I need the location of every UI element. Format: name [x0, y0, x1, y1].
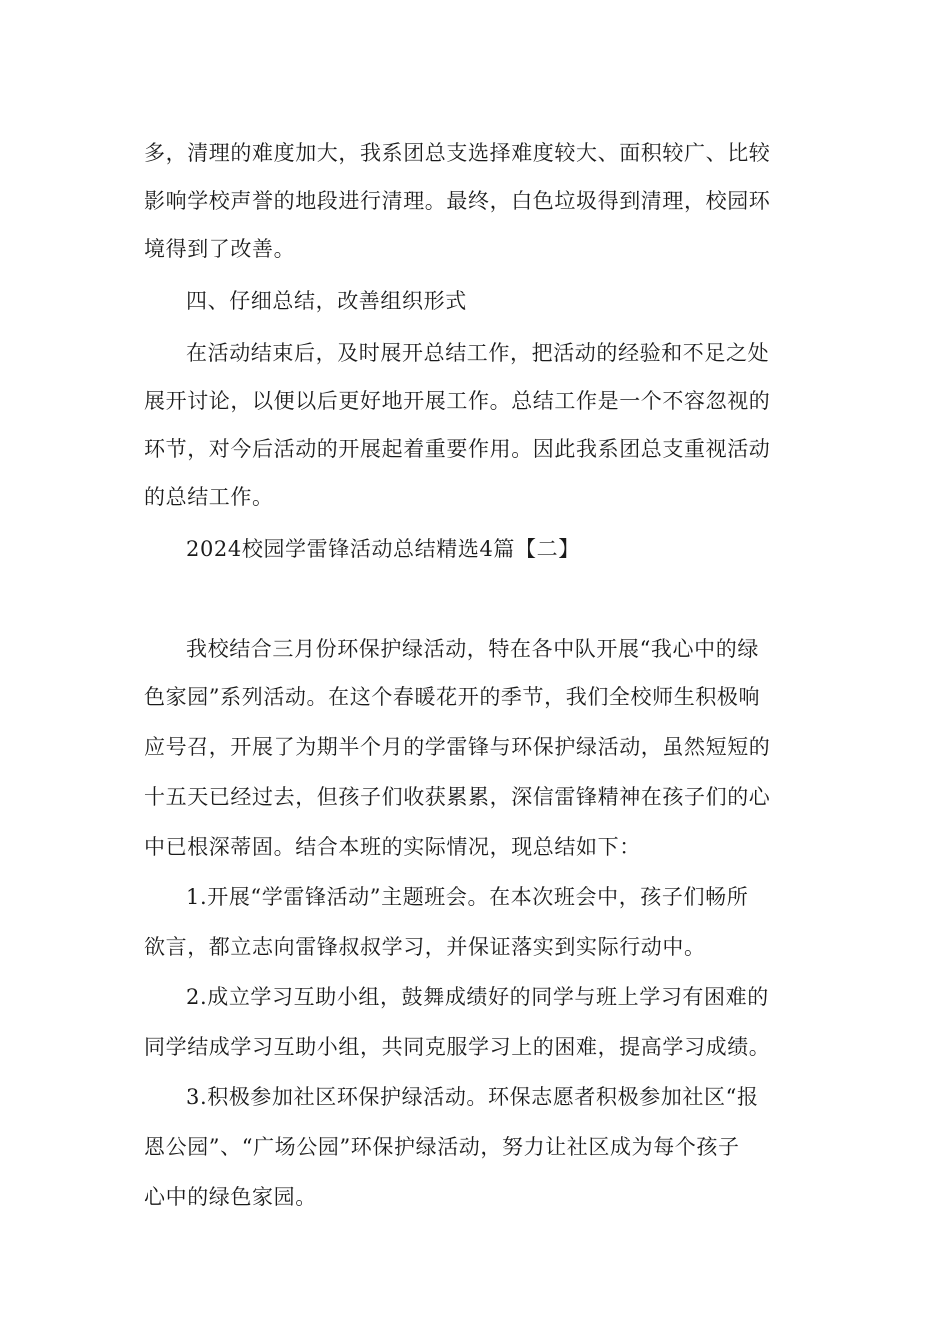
list-item: 3.积极参加社区环保护绿活动。环保志愿者积极参加社区“报: [186, 1085, 759, 1109]
list-item: 1.开展“学雷锋活动”主题班会。在本次班会中，孩子们畅所: [186, 885, 749, 909]
text-line: 同学结成学习互助小组，共同克服学习上的困难，提高学习成绩。: [144, 1035, 771, 1059]
section-heading: 四、仔细总结，改善组织形式: [186, 289, 467, 313]
text-line: 在活动结束后，及时展开总结工作，把活动的经验和不足之处: [186, 341, 770, 365]
article-title: 2024校园学雷锋活动总结精选4篇【二】: [186, 537, 580, 561]
text-line: 境得到了改善。: [144, 237, 296, 261]
text-line: 多，清理的难度加大，我系团总支选择难度较大、面积较广、比较: [144, 141, 771, 165]
text-line: 影响学校声誉的地段进行清理。最终，白色垃圾得到清理，校园环: [144, 189, 771, 213]
text-line: 应号召，开展了为期半个月的学雷锋与环保护绿活动，虽然短短的: [144, 735, 771, 759]
text-line: 中已根深蒂固。结合本班的实际情况，现总结如下：: [144, 835, 641, 859]
text-line: 心中的绿色家园。: [144, 1185, 317, 1209]
text-line: 我校结合三月份环保护绿活动，特在各中队开展“我心中的绿: [186, 637, 759, 661]
text-line: 展开讨论，以便以后更好地开展工作。总结工作是一个不容忽视的: [144, 389, 771, 413]
text-line: 十五天已经过去，但孩子们收获累累，深信雷锋精神在孩子们的心: [144, 785, 771, 809]
text-line: 色家园”系列活动。在这个春暖花开的季节，我们全校师生积极响: [144, 685, 761, 709]
text-line: 环节，对今后活动的开展起着重要作用。因此我系团总支重视活动: [144, 437, 771, 461]
text-line: 欲言，都立志向雷锋叔叔学习，并保证落实到实际行动中。: [144, 935, 706, 959]
list-item: 2.成立学习互助小组，鼓舞成绩好的同学与班上学习有困难的: [186, 985, 769, 1009]
text-line: 的总结工作。: [144, 485, 274, 509]
text-line: 恩公园”、“广场公园”环保护绿活动，努力让社区成为每个孩子: [144, 1135, 740, 1159]
